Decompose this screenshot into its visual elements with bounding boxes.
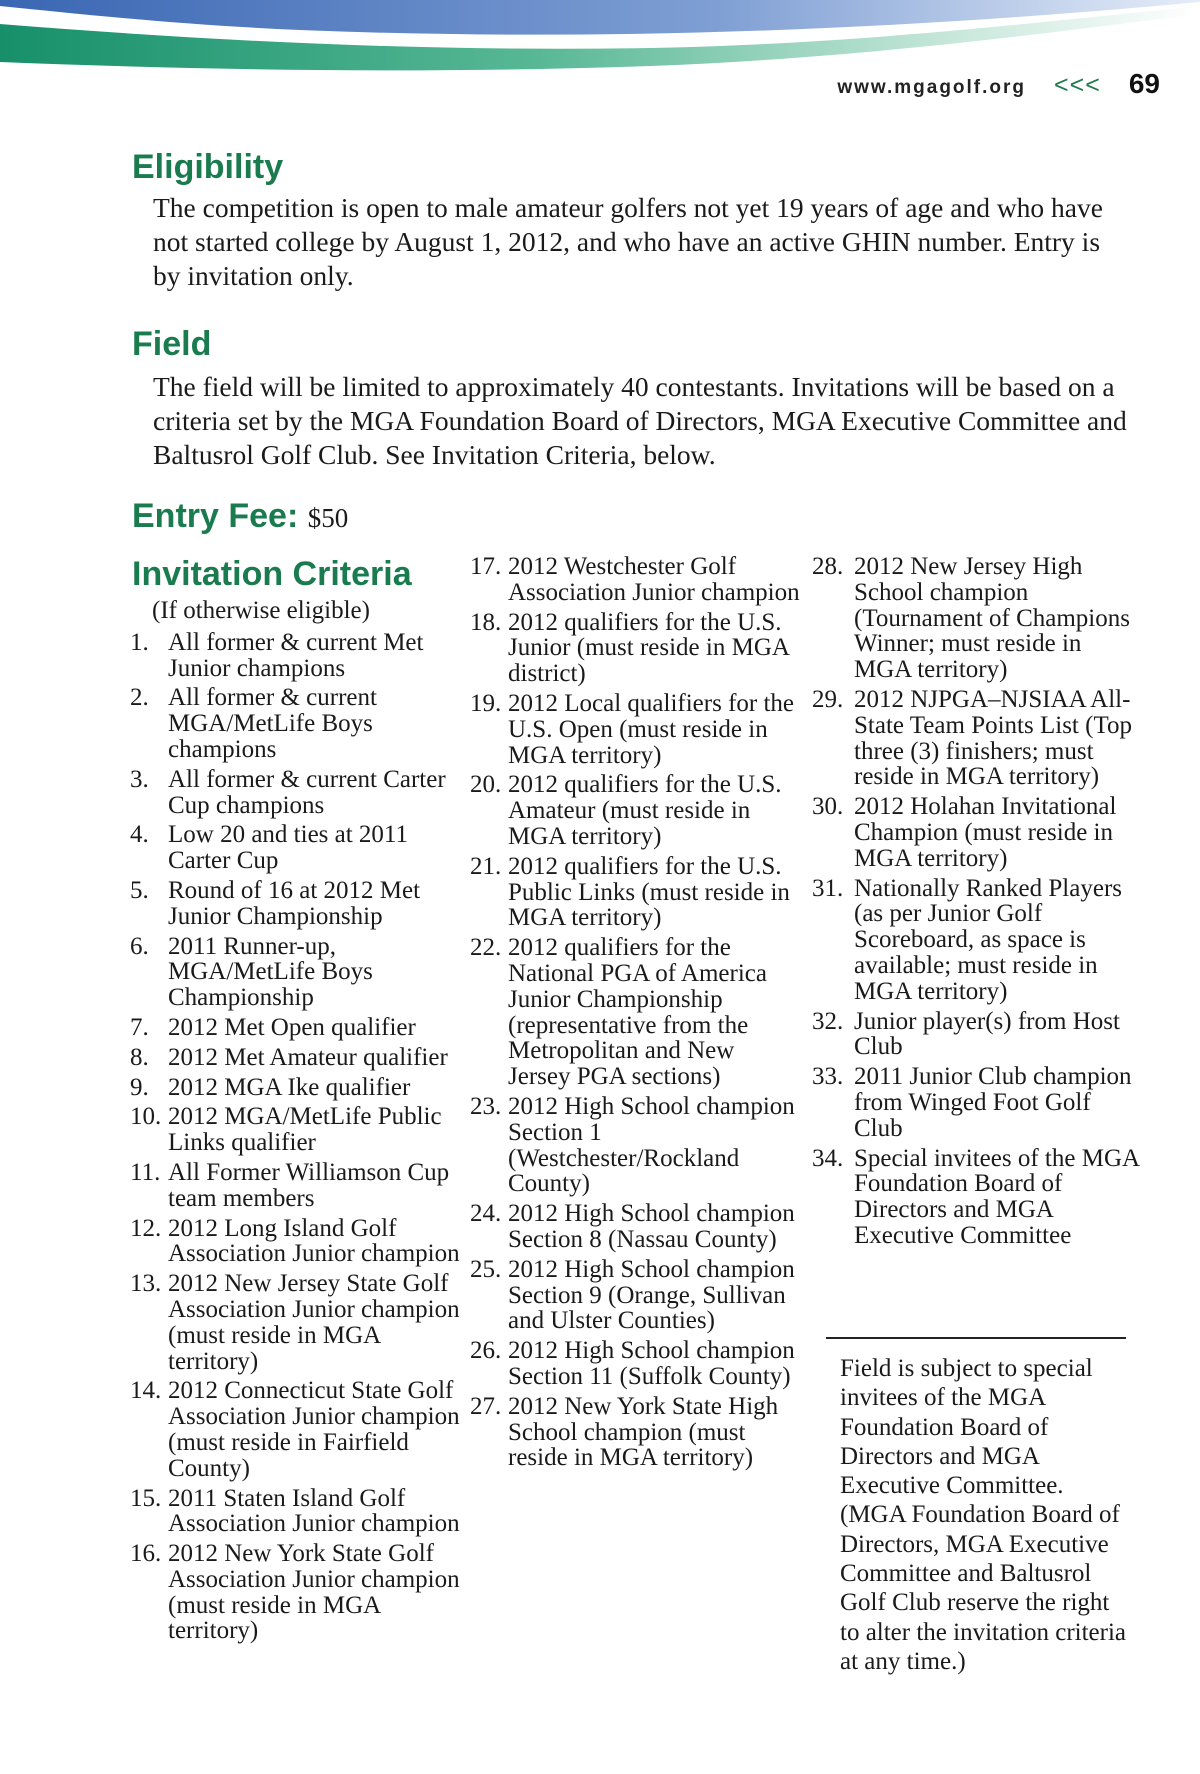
criteria-item bbox=[130, 1216, 460, 1268]
field-heading: Field bbox=[132, 325, 212, 363]
criteria-number: 2. bbox=[130, 684, 149, 712]
criteria-item bbox=[130, 767, 460, 819]
criteria-number: 29. bbox=[812, 685, 844, 713]
criteria-list-1 bbox=[130, 630, 460, 1644]
criteria-item bbox=[130, 1541, 460, 1644]
criteria-text: 2012 qualifiers for the National PGA of America Junior Championship (representative from the Metropolitan and New Jersey PGA sections) bbox=[508, 934, 767, 1091]
criteria-item bbox=[812, 794, 1142, 871]
criteria-item bbox=[470, 1394, 800, 1471]
criteria-item bbox=[812, 1009, 1142, 1061]
criteria-text: 2012 qualifiers for the U.S. Public Links (must reside in MGA territory) bbox=[508, 852, 790, 932]
criteria-number: 11. bbox=[130, 1158, 161, 1186]
criteria-number: 24. bbox=[470, 1200, 502, 1228]
criteria-number: 20. bbox=[470, 771, 502, 799]
criteria-number: 31. bbox=[812, 874, 844, 902]
criteria-text: 2012 Met Amateur qualifier bbox=[168, 1043, 448, 1071]
criteria-number: 3. bbox=[130, 765, 149, 793]
criteria-number: 9. bbox=[130, 1073, 149, 1101]
criteria-text: 2012 Long Island Golf Association Junior champion bbox=[168, 1214, 460, 1268]
criteria-item bbox=[812, 876, 1142, 1005]
criteria-item bbox=[470, 1094, 800, 1197]
criteria-number: 13. bbox=[130, 1270, 162, 1298]
criteria-text: 2012 Westchester Golf Association Junior champion bbox=[508, 553, 800, 606]
criteria-number: 15. bbox=[130, 1484, 162, 1512]
criteria-item bbox=[130, 1160, 460, 1212]
criteria-item bbox=[130, 1075, 460, 1101]
criteria-number: 18. bbox=[470, 608, 502, 636]
criteria-column-2 bbox=[470, 554, 800, 1475]
criteria-column-1 bbox=[130, 598, 460, 1648]
criteria-text: 2012 New York State High School champion (must reside in MGA territory) bbox=[508, 1392, 779, 1472]
criteria-text: 2012 High School champion Section 8 (Nassau County) bbox=[508, 1200, 795, 1253]
criteria-number: 21. bbox=[470, 852, 502, 880]
eligibility-text: The competition is open to male amateur golfers not yet 19 years of age and who have not started college by August 1, 2012, and who have an active GHIN number. Entry is by invitation only. bbox=[153, 192, 1103, 291]
criteria-text: 2012 Met Open qualifier bbox=[168, 1013, 416, 1041]
criteria-text: 2012 High School champion Section 1 (Westchester/Rockland County) bbox=[508, 1092, 795, 1198]
criteria-text: 2011 Staten Island Golf Association Junior champion bbox=[168, 1484, 460, 1538]
criteria-text: All former & current Met Junior champions bbox=[168, 628, 424, 682]
criteria-item bbox=[812, 1064, 1142, 1141]
criteria-number: 8. bbox=[130, 1043, 149, 1071]
criteria-number: 12. bbox=[130, 1214, 162, 1242]
criteria-item bbox=[470, 1201, 800, 1253]
criteria-number: 27. bbox=[470, 1392, 502, 1420]
criteria-item bbox=[130, 1045, 460, 1071]
criteria-item bbox=[470, 1338, 800, 1390]
criteria-item bbox=[130, 630, 460, 682]
criteria-list-2 bbox=[470, 554, 800, 1471]
criteria-item bbox=[130, 685, 460, 762]
criteria-text: 2012 New Jersey State Golf Association Junior champion (must reside in MGA territory) bbox=[168, 1270, 460, 1375]
criteria-item bbox=[470, 1257, 800, 1334]
field-text: The field will be limited to approximately 40 contestants. Invitations will be based on a criteria set by the MGA Foundation Board of Directors, MGA Executive Committee and Baltusrol Golf Club. See Invitation Criteria, below. bbox=[153, 371, 1127, 470]
criteria-number: 14. bbox=[130, 1377, 162, 1405]
criteria-text: All Former Williamson Cup team members bbox=[168, 1158, 450, 1212]
criteria-number: 22. bbox=[470, 934, 502, 962]
criteria-text: 2012 New York State Golf Association Junior champion (must reside in MGA territory) bbox=[168, 1540, 460, 1645]
page-header bbox=[837, 68, 1160, 100]
criteria-item bbox=[130, 878, 460, 930]
criteria-text: All former & current MGA/MetLife Boys champions bbox=[168, 684, 377, 763]
criteria-number: 5. bbox=[130, 876, 149, 904]
criteria-number: 10. bbox=[130, 1103, 162, 1131]
criteria-number: 23. bbox=[470, 1092, 502, 1120]
criteria-number: 19. bbox=[470, 689, 502, 717]
divider bbox=[826, 1337, 1126, 1339]
criteria-number: 30. bbox=[812, 793, 844, 821]
criteria-list-3 bbox=[812, 554, 1142, 1249]
criteria-item bbox=[470, 935, 800, 1090]
criteria-item bbox=[130, 1271, 460, 1374]
criteria-text: 2012 NJPGA–NJSIAA All-State Team Points List (Top three (3) finishers; must reside in MGA territory) bbox=[854, 685, 1132, 791]
criteria-text: All former & current Carter Cup champions bbox=[168, 765, 446, 819]
criteria-text: 2012 Local qualifiers for the U.S. Open (must reside in MGA territory) bbox=[508, 689, 795, 769]
page-number: 69 bbox=[1128, 68, 1160, 99]
criteria-text: 2012 qualifiers for the U.S. Junior (must reside in MGA district) bbox=[508, 608, 789, 688]
criteria-number: 25. bbox=[470, 1255, 502, 1283]
criteria-column-3 bbox=[812, 554, 1142, 1253]
criteria-text: Special invitees of the MGA Foundation Board of Directors and MGA Executive Committee bbox=[854, 1144, 1139, 1249]
criteria-text: 2012 qualifiers for the U.S. Amateur (must reside in MGA territory) bbox=[508, 771, 782, 850]
website-url: www.mgagolf.org bbox=[837, 77, 1027, 98]
criteria-text: 2011 Junior Club champion from Winged Foot Golf Club bbox=[854, 1063, 1132, 1142]
criteria-number: 7. bbox=[130, 1013, 149, 1041]
criteria-number: 6. bbox=[130, 932, 149, 960]
criteria-text: 2012 Connecticut State Golf Association Junior champion (must reside in Fairfield County) bbox=[168, 1377, 460, 1482]
criteria-item bbox=[130, 822, 460, 874]
criteria-item bbox=[812, 554, 1142, 683]
criteria-subtitle: (If otherwise eligible) bbox=[152, 597, 370, 624]
criteria-item bbox=[812, 687, 1142, 790]
entry-fee-value: $50 bbox=[307, 503, 349, 533]
criteria-number: 28. bbox=[812, 553, 844, 580]
criteria-item bbox=[130, 1104, 460, 1156]
criteria-item bbox=[470, 691, 800, 768]
criteria-number: 1. bbox=[130, 628, 149, 656]
entry-fee-label: Entry Fee: bbox=[132, 497, 299, 535]
criteria-item bbox=[130, 934, 460, 1011]
criteria-item bbox=[470, 772, 800, 849]
criteria-number: 4. bbox=[130, 821, 149, 849]
criteria-item bbox=[130, 1015, 460, 1041]
chevron-left-icon: <<< bbox=[1054, 71, 1101, 99]
criteria-text: 2011 Runner-up, MGA/MetLife Boys Championship bbox=[168, 932, 373, 1012]
criteria-item bbox=[130, 1378, 460, 1481]
entry-fee-heading bbox=[132, 497, 348, 536]
criteria-item bbox=[812, 1146, 1142, 1249]
invitation-criteria-heading: Invitation Criteria bbox=[132, 555, 412, 593]
field-note: Field is subject to special invitees of the MGA Foundation Board of Directors and MGA Executive Committee. (MGA Foundation Board of Directors, MGA Executive Committee and Baltusrol Golf Club reserve the right to alter the invitation criteria at any time.) bbox=[840, 1355, 1126, 1675]
criteria-text: Nationally Ranked Players (as per Junior Golf Scoreboard, as space is available; must reside in MGA territory) bbox=[854, 874, 1122, 1005]
criteria-number: 16. bbox=[130, 1540, 162, 1568]
criteria-text: 2012 MGA/MetLife Public Links qualifier bbox=[168, 1103, 442, 1157]
criteria-text: 2012 Holahan Invitational Champion (must reside in MGA territory) bbox=[854, 793, 1117, 872]
criteria-number: 17. bbox=[470, 553, 502, 580]
criteria-item bbox=[470, 554, 800, 606]
criteria-text: Junior player(s) from Host Club bbox=[854, 1007, 1120, 1061]
criteria-item bbox=[470, 610, 800, 687]
criteria-item bbox=[470, 854, 800, 931]
criteria-text: Low 20 and ties at 2011 Carter Cup bbox=[168, 821, 409, 875]
criteria-text: Round of 16 at 2012 Met Junior Championship bbox=[168, 876, 421, 930]
criteria-text: 2012 High School champion Section 11 (Suffolk County) bbox=[508, 1337, 795, 1390]
criteria-item bbox=[130, 1486, 460, 1538]
criteria-number: 33. bbox=[812, 1063, 844, 1091]
criteria-text: 2012 MGA Ike qualifier bbox=[168, 1073, 411, 1101]
criteria-text: 2012 High School champion Section 9 (Orange, Sullivan and Ulster Counties) bbox=[508, 1255, 795, 1335]
eligibility-heading: Eligibility bbox=[132, 148, 284, 186]
criteria-number: 32. bbox=[812, 1007, 844, 1035]
criteria-text: 2012 New Jersey High School champion (Tournament of Champions Winner; must reside in MGA territory) bbox=[854, 553, 1130, 684]
criteria-number: 34. bbox=[812, 1144, 844, 1172]
criteria-number: 26. bbox=[470, 1337, 502, 1365]
